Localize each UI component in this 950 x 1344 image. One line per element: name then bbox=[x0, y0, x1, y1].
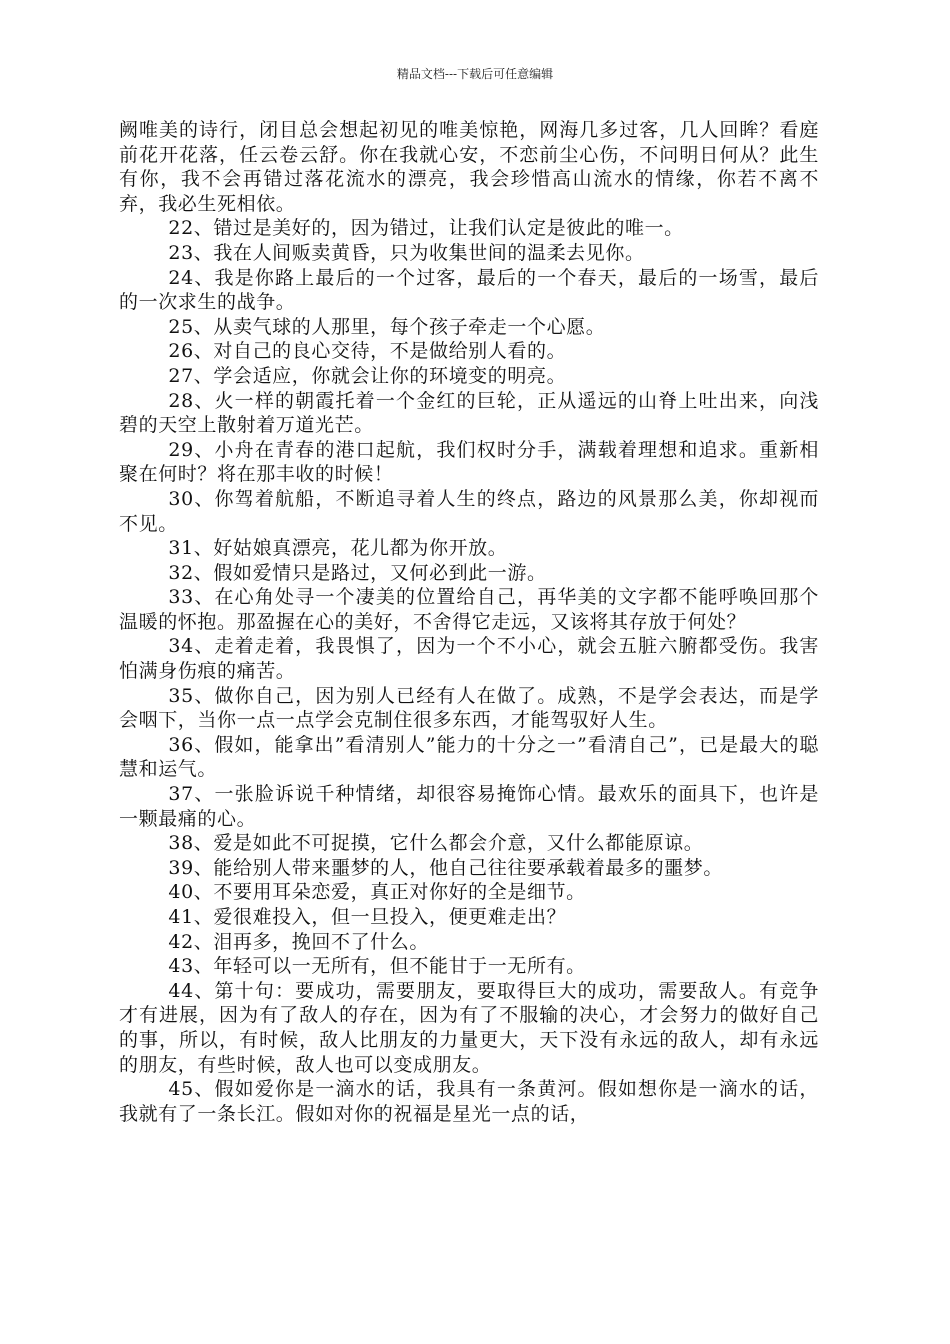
paragraph-31: 31、好姑娘真漂亮，花儿都为你开放。 bbox=[168, 537, 508, 560]
paragraph-37: 37、一张脸诉说千种情绪，却很容易掩饰心情。最欢乐的面具下，也许是一颗最痛的心。 bbox=[119, 783, 819, 830]
paragraph-29: 29、小舟在青春的港口起航，我们权时分手，满载着理想和追求。重新相聚在何时？将在那丰收的时候！ bbox=[119, 438, 819, 486]
paragraph-43: 43、年轻可以一无所有，但不能甘于一无所有。 bbox=[168, 955, 586, 978]
paragraph-continuation: 阙唯美的诗行，闭目总会想起初见的唯美惊艳，网海几多过客，几人回眸？看庭前花开花落，任云卷云舒。你在我就心安，不恋前尘心伤，不问明日何从？此生有你，我不会再错过落花流水的漂亮，我会珍惜高山流水的情缘，你若不离不弃，我必生死相依。 bbox=[119, 119, 819, 215]
document-body bbox=[119, 118, 819, 1126]
paragraph-30: 30、你驾着航船，不断追寻着人生的终点，路边的风景那么美，你却视而不见。 bbox=[119, 487, 819, 535]
paragraph-44: 44、第十句：要成功，需要朋友，要取得巨大的成功，需要敌人。有竞争才有进展，因为有了敌人的存在，因为有了不服输的决心，才会努力的做好自己的事，所以，有时候，敌人比朋友的力量更大，天下没有永远的敌人，却有永远的朋友，有些时候，敌人也可以变成朋友。 bbox=[119, 979, 819, 1076]
paragraph-34: 34、走着走着，我畏惧了，因为一个不小心，就会五脏六腑都受伤。我害怕满身伤痕的痛苦。 bbox=[119, 635, 819, 683]
paragraph-28: 28、火一样的朝霞托着一个金红的巨轮，正从遥远的山脊上吐出来，向浅碧的天空上散射着万道光芒。 bbox=[119, 389, 819, 437]
page-header: 精品文档---下载后可任意编辑 bbox=[396, 67, 554, 81]
paragraph-25: 25、从卖气球的人那里，每个孩子牵走一个心愿。 bbox=[168, 315, 606, 338]
paragraph-40: 40、不要用耳朵恋爱，真正对你好的全是细节。 bbox=[168, 881, 586, 904]
paragraph-33: 33、在心角处寻一个凄美的位置给自己，再华美的文字都不能呼唤回那个温暖的怀抱。那盈握在心的美好，不舍得它走远，又该将其存放于何处？ bbox=[119, 586, 819, 633]
paragraph-27: 27、学会适应，你就会让你的环境变的明亮。 bbox=[168, 364, 567, 387]
paragraph-24: 24、我是你路上最后的一个过客，最后的一个春天，最后的一场雪，最后的一次求生的战争。 bbox=[119, 266, 819, 314]
paragraph-39: 39、能给别人带来噩梦的人，他自己往往要承载着最多的噩梦。 bbox=[168, 856, 723, 879]
paragraph-23: 23、我在人间贩卖黄昏，只为收集世间的温柔去见你。 bbox=[168, 241, 645, 264]
paragraph-38: 38、爱是如此不可捉摸，它什么都会介意，又什么都能原谅。 bbox=[168, 832, 704, 855]
paragraph-45: 45、假如爱你是一滴水的话，我具有一条黄河。假如想你是一滴水的话，我就有了一条长江。假如对你的祝福是星光一点的话， bbox=[119, 1078, 819, 1125]
paragraph-42: 42、泪再多，挽回不了什么。 bbox=[168, 930, 429, 953]
paragraph-32: 32、假如爱情只是路过，又何必到此一游。 bbox=[168, 561, 547, 584]
paragraph-36: 36、假如，能拿出”看清别人”能力的十分之一”看清自己”，已是最大的聪慧和运气。 bbox=[119, 733, 819, 781]
paragraph-41: 41、爱很难投入，但一旦投入，便更难走出？ bbox=[168, 906, 567, 928]
paragraph-22: 22、错过是美好的，因为错过，让我们认定是彼此的唯一。 bbox=[168, 217, 684, 240]
paragraph-35: 35、做你自己，因为别人已经有人在做了。成熟，不是学会表达，而是学会咽下，当你一点一点学会克制住很多东西，才能驾驭好人生。 bbox=[119, 684, 819, 732]
paragraph-26: 26、对自己的良心交待，不是做给别人看的。 bbox=[168, 340, 567, 363]
